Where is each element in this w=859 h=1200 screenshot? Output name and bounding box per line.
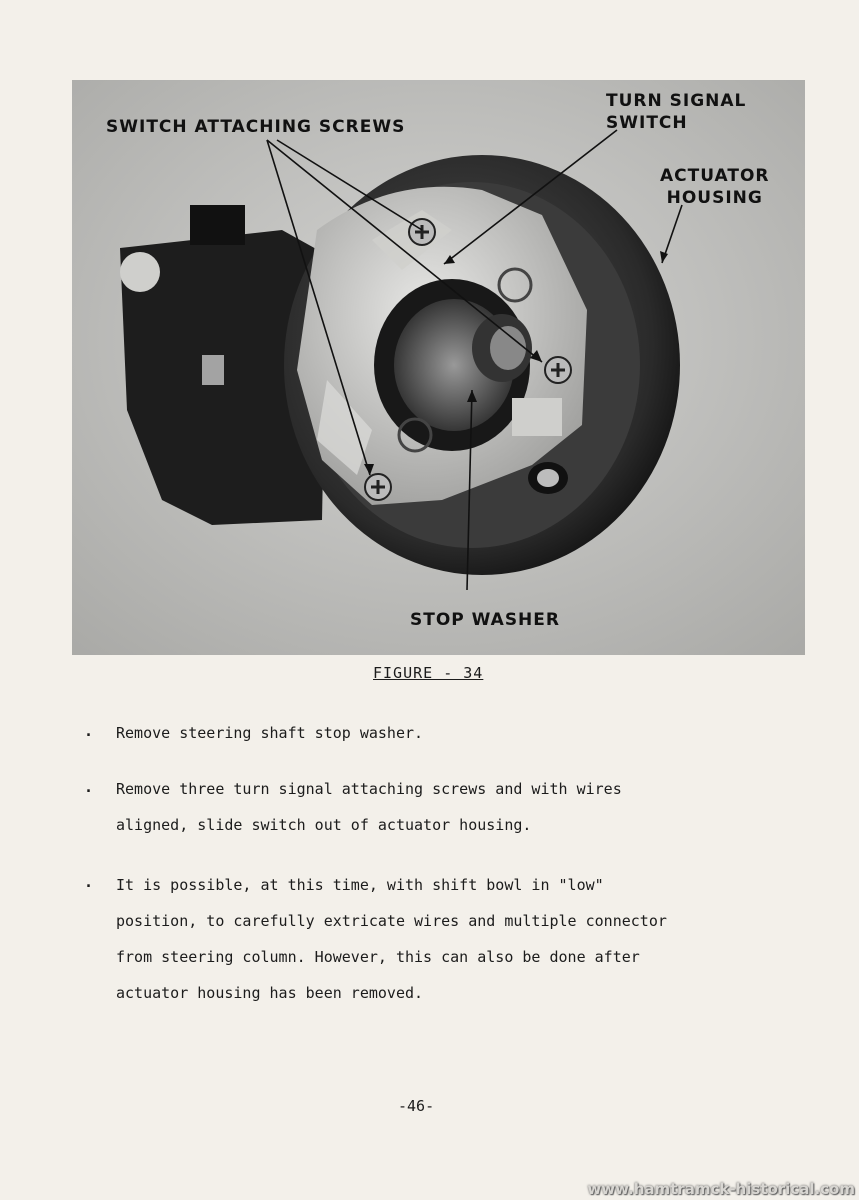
step-3-text: It is possible, at this time, with shift bowl in "low" position, to carefully extricate wires and multiple connector from steering column. However, this can also be done after actuator housing has been removed. <box>116 876 667 1002</box>
figure-photo <box>72 80 805 655</box>
step-2-text: Remove three turn signal attaching screws and with wires aligned, slide switch out of actuator housing. <box>116 780 622 834</box>
step-2-bullet: . <box>84 778 94 796</box>
figure-caption: FIGURE - 34 <box>373 664 484 682</box>
label-stop-washer: STOP WASHER <box>410 610 560 630</box>
site-watermark: www.hamtramck-historical.com <box>587 1180 855 1198</box>
step-3-bullet: . <box>84 873 94 891</box>
step-1-bullet: . <box>84 722 94 740</box>
label-turn-signal-switch: TURN SIGNAL SWITCH <box>606 91 747 133</box>
page-number: -46- <box>398 1097 435 1115</box>
step-1-text: Remove steering shaft stop washer. <box>116 724 424 742</box>
label-switch-attaching-screws: SWITCH ATTACHING SCREWS <box>106 117 406 137</box>
label-actuator-housing: ACTUATOR HOUSING <box>660 166 770 208</box>
